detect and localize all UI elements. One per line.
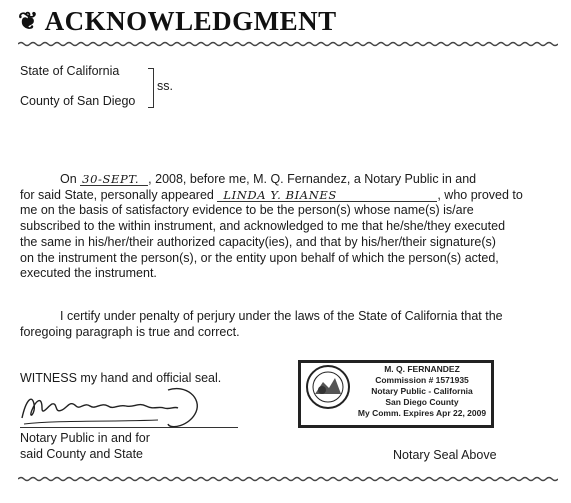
venue-bracket bbox=[148, 68, 154, 108]
seal-role: Notary Public - California bbox=[371, 386, 473, 396]
top-wavy-border bbox=[18, 40, 558, 48]
document-title bbox=[18, 6, 337, 37]
seal-name: M. Q. FERNANDEZ bbox=[384, 364, 460, 374]
ack-line-1: On 30-SEPT. , 2008, before me, M. Q. Fernandez, a Notary Public in and bbox=[60, 172, 477, 186]
notary-signature-icon bbox=[18, 380, 218, 432]
ack-line-2: for said State, personally appeared LINDA Y. BIANES , who proved to bbox=[20, 187, 523, 202]
venue-ss: ss. bbox=[157, 79, 173, 93]
witness-statement: WITNESS my hand and official seal. bbox=[20, 371, 222, 385]
ack-line-5: the same in his/her/their authorized capacity(ies), and that by his/her/their signature(s) bbox=[20, 234, 496, 249]
bottom-wavy-border bbox=[18, 475, 558, 483]
ack-line-7: executed the instrument. bbox=[20, 266, 157, 281]
seal-expires: My Comm. Expires Apr 22, 2009 bbox=[357, 408, 487, 418]
notary-public-label: Notary Public in and for bbox=[20, 431, 150, 445]
date-field: 30-SEPT. bbox=[80, 172, 148, 186]
county-state-label: said County and State bbox=[20, 447, 143, 461]
seal-county: San Diego County bbox=[385, 397, 459, 407]
title-text: ACKNOWLEDGMENT bbox=[44, 6, 337, 36]
fleuron-ornament-icon: ❦ bbox=[18, 9, 39, 35]
seal-caption: Notary Seal Above bbox=[393, 448, 497, 462]
certification-paragraph: I certify under penalty of perjury under the laws of the State of California that the foregoing paragraph is true and correct. bbox=[20, 309, 503, 339]
ack-line-6: on the instrument the person(s), or the entity upon behalf of which the person(s) acted, bbox=[20, 250, 499, 265]
california-state-seal-icon bbox=[305, 364, 351, 410]
ack-line-4: subscribed to the within instrument, and acknowledged to me that he/she/they executed bbox=[20, 219, 506, 234]
ack-line-3: me on the basis of satisfactory evidence to be the person(s) whose name(s) is/are bbox=[20, 203, 474, 218]
signature-line bbox=[20, 427, 238, 428]
venue-state: State of California bbox=[20, 64, 120, 78]
acknowledgment-paragraph bbox=[20, 172, 544, 282]
seal-commission: Commission # 1571935 bbox=[375, 375, 469, 385]
venue-county: County of San Diego bbox=[20, 94, 136, 108]
person-name-field: LINDA Y. BIANES bbox=[217, 188, 437, 202]
seal-text-block bbox=[352, 364, 492, 419]
